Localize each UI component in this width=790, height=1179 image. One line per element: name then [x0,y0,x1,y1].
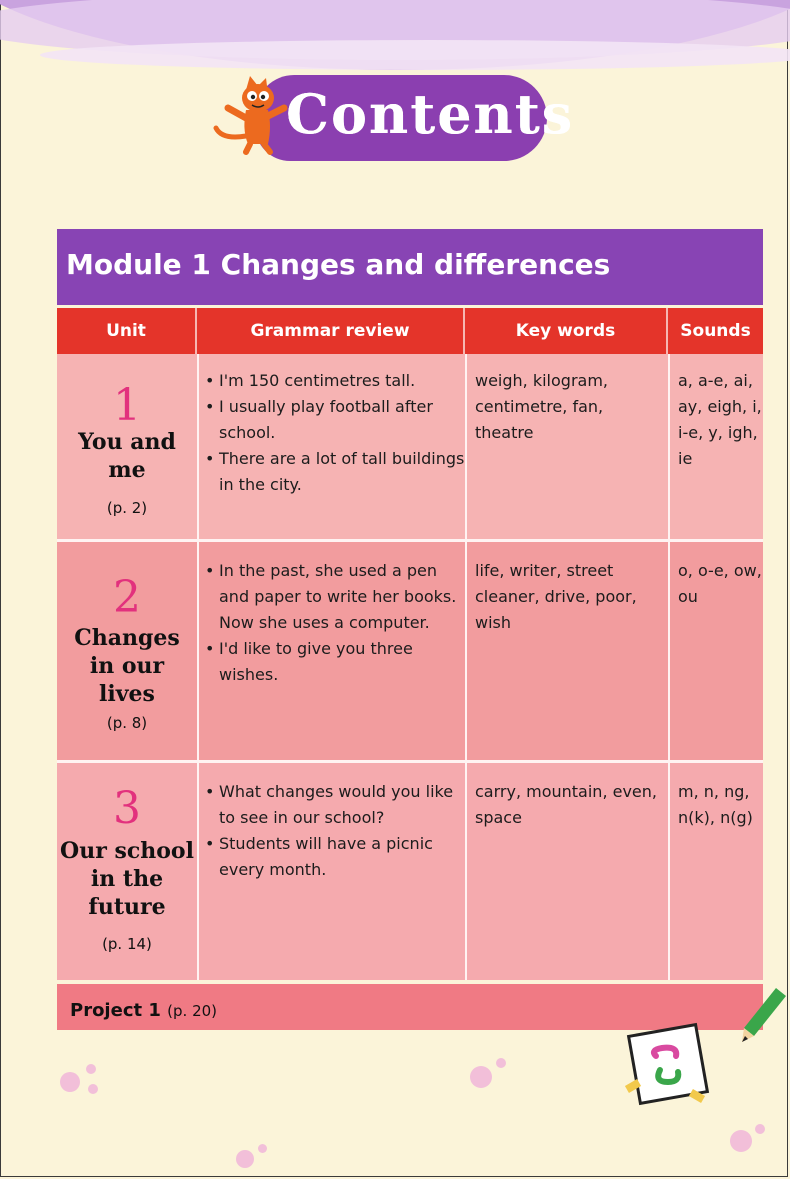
table-row [57,354,763,540]
project-title: Project 1 [70,1000,161,1021]
sticky-note-icon [620,1020,716,1112]
grammar-item: • Students will have a picnic every month. [203,831,465,883]
pencil-icon [736,984,790,1044]
grammar-review-list [203,368,465,498]
grammar-item: • I'm 150 centimetres tall. [203,368,465,394]
table-row [57,763,763,980]
page-title: Contents [286,82,575,146]
unit-name: Our school in the future [60,838,194,920]
key-words: carry, mountain, even, space [475,782,657,827]
key-words: weigh, kilogram, centimetre, fan, theatre [475,371,608,442]
sounds: a, a-e, ai, ay, eigh, i, i-e, y, igh, ie [678,371,762,468]
project-link[interactable] [70,1000,217,1021]
grammar-item: • What changes would you like to see in our school? [203,779,465,831]
unit-page: (p. 8) [106,714,148,732]
project-page: (p. 20) [167,1002,218,1020]
key-words: life, writer, street cleaner, drive, poor, wish [475,561,637,632]
unit-name: Changes in our lives [74,625,180,707]
grammar-item: • I'd like to give you three wishes. [203,636,465,688]
header-unit: Unit [106,321,146,341]
grammar-item: • In the past, she used a pen and paper to write her books. Now she uses a computer. [203,558,465,636]
header-sounds: Sounds [680,321,751,341]
unit-page: (p. 14) [102,935,152,953]
grammar-review-list [203,558,465,688]
unit-number: 2 [113,572,141,623]
unit-number: 1 [113,380,141,431]
cat-mascot-icon [206,70,292,156]
contents-table [57,308,763,980]
unit-name: You and me [78,429,176,483]
module-title: Module 1 Changes and differences [66,248,611,281]
unit-page: (p. 2) [106,499,148,517]
header-key-words: Key words [515,321,616,341]
table-row [57,542,763,760]
grammar-item: • There are a lot of tall buildings in the city. [203,446,465,498]
sounds: m, n, ng, n(k), n(g) [678,782,753,827]
unit-number: 3 [113,783,141,834]
grammar-item: • I usually play football after school. [203,394,465,446]
grammar-review-list [203,779,465,883]
header-grammar-review: Grammar review [250,321,410,341]
sounds: o, o-e, ow, ou [678,561,762,606]
